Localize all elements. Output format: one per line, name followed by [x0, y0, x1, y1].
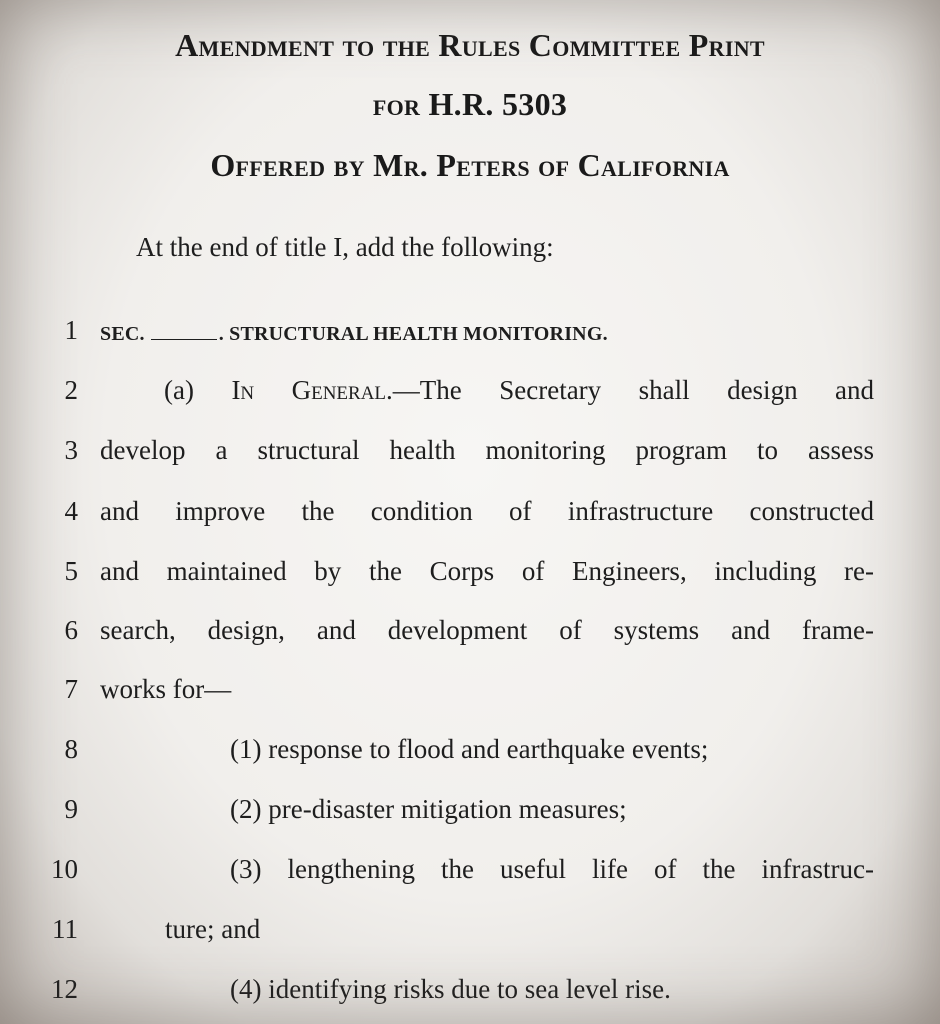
line-number: 1 — [64, 315, 78, 345]
line-number: 5 — [64, 556, 78, 586]
line-number: 2 — [64, 375, 78, 405]
section-title: . STRUCTURAL HEALTH MONITORING. — [218, 323, 608, 345]
line-number: 7 — [64, 674, 78, 704]
paragraph-a-lead — [100, 375, 874, 406]
body-line: and improve the condition of infrastructure constructed — [100, 496, 874, 526]
intro-instruction: At the end of title I, add the following: — [136, 232, 554, 262]
line-number: 4 — [64, 496, 78, 526]
amendment-title: Amendment to the Rules Committee Print — [175, 27, 765, 63]
line-number: 3 — [64, 435, 78, 465]
bill-number-title: for H.R. 5303 — [372, 86, 568, 122]
list-item: (2) pre-disaster mitigation measures; — [230, 794, 627, 824]
body-line: and maintained by the Corps of Engineers, including re- — [100, 556, 874, 586]
paragraph-subhead: In General — [231, 375, 387, 405]
line-number: 10 — [51, 854, 78, 884]
sponsor-title: Offered by Mr. Peters of California — [210, 147, 730, 183]
list-item: (1) response to flood and earthquake events; — [230, 734, 709, 764]
list-item-continuation: ture; and — [165, 914, 261, 944]
list-item: (4) identifying risks due to sea level rise. — [230, 974, 671, 1004]
paragraph-marker: (a) — [164, 375, 194, 405]
section-label: SEC. — [100, 323, 145, 345]
line-number: 12 — [51, 974, 78, 1004]
list-item: (3) lengthening the useful life of the infrastruc- — [230, 854, 874, 884]
section-number-blank — [151, 321, 217, 340]
section-heading — [100, 315, 874, 346]
body-line: develop a structural health monitoring program to assess — [100, 435, 874, 465]
paragraph-lead-text: .—The Secretary shall design and — [386, 375, 875, 405]
body-line: search, design, and development of systems and frame- — [100, 615, 874, 645]
line-number: 9 — [64, 794, 78, 824]
body-line: works for— — [100, 674, 232, 704]
line-number: 6 — [64, 615, 78, 645]
line-number: 11 — [52, 914, 78, 944]
line-number: 8 — [64, 734, 78, 764]
